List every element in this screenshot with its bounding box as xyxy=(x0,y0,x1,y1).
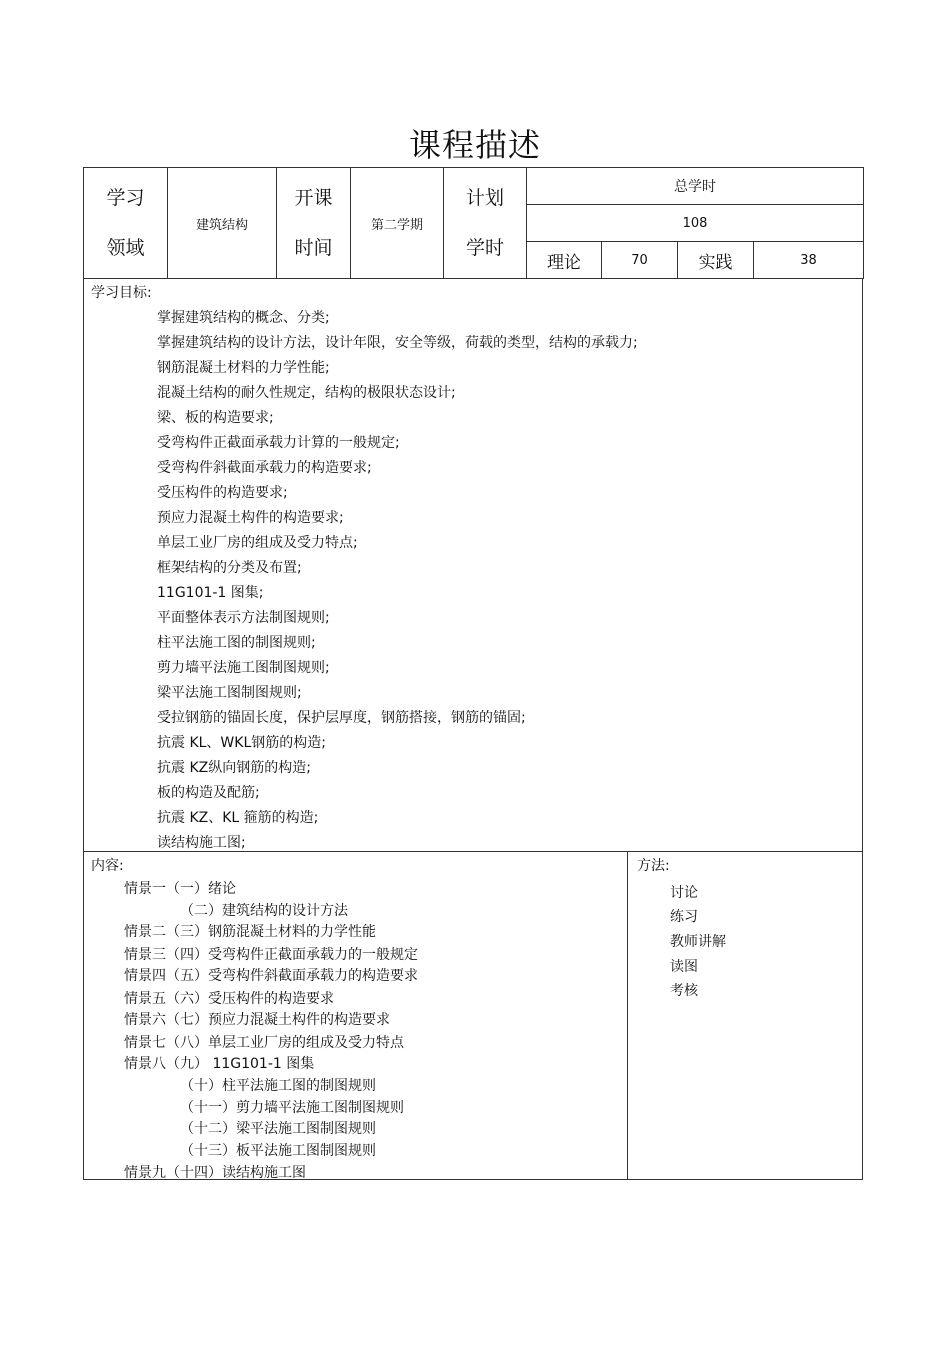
practice-value: 38 xyxy=(754,242,864,279)
practice-label: 实践 xyxy=(678,242,754,279)
goal-item: 平面整体表示方法制图规则; xyxy=(157,610,330,626)
content-item: 情景二（三）钢筋混凝土材料的力学性能 xyxy=(124,924,376,940)
field-label-cell xyxy=(84,168,168,279)
goal-item: 掌握建筑结构的概念、分类; xyxy=(157,310,330,326)
field-label-line1: 学习 xyxy=(106,187,145,209)
field-label-line2: 领域 xyxy=(106,237,145,259)
goal-item: 剪力墙平法施工图制图规则; xyxy=(157,660,330,676)
methods-label: 方法: xyxy=(637,858,670,874)
content-item: （十）柱平法施工图的制图规则 xyxy=(180,1078,376,1094)
goal-item: 受拉钢筋的锚固长度，保护层厚度，钢筋搭接，钢筋的锚固; xyxy=(157,710,526,726)
goal-item: 11G101-1 图集; xyxy=(157,585,264,601)
open-value: 第二学期 xyxy=(351,168,444,279)
theory-label: 理论 xyxy=(527,242,602,279)
learning-goals-section xyxy=(83,279,863,852)
goal-item: 单层工业厂房的组成及受力特点; xyxy=(157,535,358,551)
content-item: （十一）剪力墙平法施工图制图规则 xyxy=(180,1100,404,1116)
plan-label-line2: 学时 xyxy=(465,237,504,259)
open-label-line1: 开课 xyxy=(294,187,333,209)
methods-section xyxy=(627,851,863,1180)
goal-item: 受压构件的构造要求; xyxy=(157,485,288,501)
content-item: 情景四（五）受弯构件斜截面承载力的构造要求 xyxy=(124,968,418,984)
goal-item: 读结构施工图; xyxy=(157,835,246,851)
goal-item: 板的构造及配筋; xyxy=(157,785,260,801)
theory-value: 70 xyxy=(602,242,678,279)
content-label: 内容: xyxy=(91,858,124,874)
content-item: 情景三（四）受弯构件正截面承载力的一般规定 xyxy=(124,947,418,963)
method-item: 练习 xyxy=(670,909,698,925)
goal-item: 混凝土结构的耐久性规定，结构的极限状态设计; xyxy=(157,385,456,401)
content-item: 情景一（一）绪论 xyxy=(124,881,236,897)
content-item: （十二）梁平法施工图制图规则 xyxy=(180,1121,376,1137)
goals-label: 学习目标: xyxy=(91,285,152,301)
open-label-line2: 时间 xyxy=(294,237,333,259)
method-item: 考核 xyxy=(670,983,698,999)
field-value: 建筑结构 xyxy=(168,168,277,279)
goal-item: 抗震 KZ、KL 箍筋的构造; xyxy=(157,810,319,826)
course-header-table xyxy=(83,167,864,279)
plan-label-line1: 计划 xyxy=(465,187,504,209)
goal-item: 受弯构件正截面承载力计算的一般规定; xyxy=(157,435,400,451)
content-item: （十三）板平法施工图制图规则 xyxy=(180,1143,376,1159)
method-item: 讨论 xyxy=(670,885,698,901)
goal-item: 钢筋混凝土材料的力学性能; xyxy=(157,360,330,376)
content-item: （二）建筑结构的设计方法 xyxy=(180,903,348,919)
method-item: 读图 xyxy=(670,959,698,975)
content-section xyxy=(83,851,628,1180)
content-item: 情景七（八）单层工业厂房的组成及受力特点 xyxy=(124,1035,404,1051)
method-item: 教师讲解 xyxy=(670,934,726,950)
goal-item: 框架结构的分类及布置; xyxy=(157,560,302,576)
total-hours-label: 总学时 xyxy=(527,168,864,205)
page-title: 课程描述 xyxy=(408,126,541,164)
goal-item: 抗震 KZ纵向钢筋的构造; xyxy=(157,760,311,776)
content-item: 情景五（六）受压构件的构造要求 xyxy=(124,991,334,1007)
goal-item: 梁平法施工图制图规则; xyxy=(157,685,302,701)
content-item: 情景六（七）预应力混凝土构件的构造要求 xyxy=(124,1012,390,1028)
total-hours-value: 108 xyxy=(527,205,864,242)
goal-item: 掌握建筑结构的设计方法，设计年限，安全等级，荷载的类型，结构的承载力; xyxy=(157,335,638,351)
open-label-cell xyxy=(277,168,351,279)
goal-item: 受弯构件斜截面承载力的构造要求; xyxy=(157,460,372,476)
content-item: 情景九（十四）读结构施工图 xyxy=(124,1165,306,1181)
goal-item: 抗震 KL、WKL钢筋的构造; xyxy=(157,735,326,751)
goal-item: 柱平法施工图的制图规则; xyxy=(157,635,316,651)
goal-item: 梁、板的构造要求; xyxy=(157,410,274,426)
content-item: 情景八（九） 11G101-1 图集 xyxy=(124,1056,315,1072)
plan-label-cell xyxy=(444,168,527,279)
goal-item: 预应力混凝土构件的构造要求; xyxy=(157,510,344,526)
